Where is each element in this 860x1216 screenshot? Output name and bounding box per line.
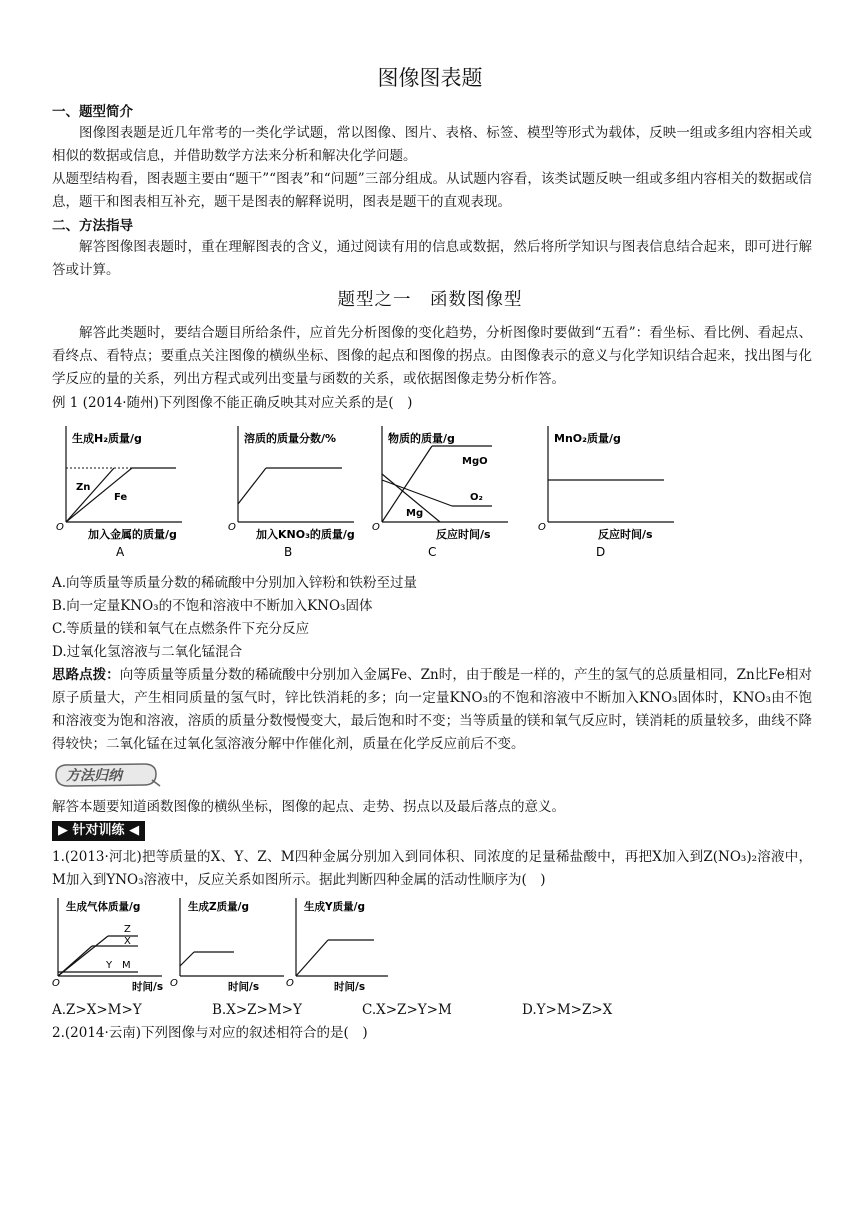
q1-graph-3 [286, 898, 388, 993]
graph-c-curve-mg: Mg [406, 508, 424, 519]
graph-c-origin: O [372, 522, 380, 533]
example1-graphs [52, 418, 692, 564]
graph-b-origin: O [228, 522, 236, 533]
q1-graph-1-curve-y: Y [106, 960, 113, 971]
type-intro-paragraph: 解答此类题时，要结合题目所给条件，应首先分析图像的变化趋势，分析图像时要做到“五看”：看坐标、看比例、看起点、看终点、看特点；要重点关注图像的横纵坐标、图像的起点和图像的拐点。由图像表示的意义与化学知识结合起来，找出图与化学反应的量的关系，列出方程式或列出变量与函数的关系，或依据图像走势分析作答。 [52, 325, 812, 387]
q1-graph-2-xlabel: 时间/s [228, 981, 260, 993]
q1-option-d: D.Y>M>Z>X [522, 1002, 613, 1018]
q1-graph-1 [52, 898, 163, 993]
graph-d-ylabel: MnO₂质量/g [554, 432, 621, 445]
graph-a [56, 426, 182, 559]
q1-graph-2-origin: O [170, 978, 178, 989]
q1-graph-1-curve-m: M [122, 960, 131, 971]
graph-c-ylabel: 物质的质量/g [388, 432, 455, 445]
page-title: 图像图表题 [377, 66, 483, 90]
graph-a-xlabel: 加入金属的质量/g [88, 528, 177, 541]
q1-graph-3-ylabel: 生成Y质量/g [304, 901, 365, 913]
graph-a-origin: O [56, 522, 64, 533]
q1-option-c: C.X>Z>Y>M [362, 1002, 452, 1018]
q1-graph-1-curve-z: Z [124, 924, 131, 935]
q1-graph-3-origin: O [286, 978, 294, 989]
graph-a-curve-fe: Fe [114, 492, 128, 503]
graph-d-xlabel: 反应时间/s [598, 528, 653, 541]
method-badge-text: 方法归纳 [66, 768, 122, 784]
graph-b-xlabel: 加入KNO₃的质量/g [256, 528, 355, 541]
intro-paragraph-2: 从题型结构看，图表题主要由“题干”“图表”和“问题”三部分组成。从试题内容看，该类试题反映一组或多组内容相关的数据或信息，题干和图表相互补充，题干是图表的解释说明，图表是题干的直观表现。 [52, 171, 812, 210]
q1-stem: 1.(2013·河北)把等质量的X、Y、Z、M四种金属分别加入到同体积、同浓度的足量稀盐酸中，再把X加入到Z(NO₃)₂溶液中，M加入到YNO₃溶液中，反应关系如图所示。据此判断四种金属的活动性顺序为( ) [52, 849, 812, 888]
example1-hint [52, 664, 812, 756]
method-badge [52, 760, 164, 794]
section-subtitle: 题型之一 函数图像型 [337, 290, 523, 310]
q1-graph-2 [170, 898, 284, 993]
section-heading-intro: 一、题型简介 [52, 104, 133, 120]
q1-option-b: B.X>Z>M>Y [212, 1002, 302, 1018]
example1-option-c: C.等质量的镁和氧气在点燃条件下充分反应 [52, 621, 310, 637]
graph-a-ylabel: 生成H₂质量/g [72, 432, 142, 445]
training-badge: ▶ 针对训练 ◀ [52, 821, 145, 841]
graph-d-origin: O [538, 522, 546, 533]
example1-option-a: A.向等质量等质量分数的稀硫酸中分别加入锌粉和铁粉至过量 [52, 575, 418, 591]
graph-c-curve-mgo: MgO [462, 456, 488, 467]
q1-graph-1-xlabel: 时间/s [132, 981, 164, 993]
q1-graphs [52, 894, 392, 994]
section-heading-method: 二、方法指导 [52, 218, 133, 234]
method-paragraph: 解答图像图表题时，重在理解图表的含义，通过阅读有用的信息或数据，然后将所学知识与图表信息结合起来，即可进行解答或计算。 [52, 239, 812, 278]
graph-d [538, 426, 674, 559]
example1-option-d: D.过氧化氢溶液与二氧化锰混合 [52, 644, 243, 660]
hint-label: 思路点拨： [52, 667, 120, 683]
example1-option-b: B.向一定量KNO₃的不饱和溶液中不断加入KNO₃固体 [52, 598, 373, 614]
graph-b [228, 426, 355, 559]
q1-graph-1-ylabel: 生成气体质量/g [66, 901, 141, 913]
graph-a-label: A [116, 545, 125, 559]
training-badge-text: 针对训练 [72, 823, 125, 838]
graph-c-label: C [428, 545, 437, 559]
hint-text: 向等质量等质量分数的稀硫酸中分别加入金属Fe、Zn时，由于酸是一样的，产生的氢气的总质量相同，Zn比Fe相对原子质量大，产生相同质量的氢气时，锌比铁消耗的多；向一定量KNO₃的不饱和溶液中不断加入KNO₃固体时，KNO₃由不饱和溶液变为饱和溶液，溶质的质量分数慢慢变大，最后饱和时不变；当等质量的镁和氧气反应时，镁消耗的质量较多，曲线不降得较快；二氧化锰在过氧化氢溶液分解中作催化剂，质量在化学反应前后不变。 [52, 667, 813, 752]
graph-c-xlabel: 反应时间/s [436, 528, 491, 541]
q1-graph-3-xlabel: 时间/s [334, 981, 366, 993]
graph-b-label: B [284, 545, 293, 559]
example1-stem: 例 1 (2014·随州)下列图像不能正确反映其对应关系的是( ) [52, 395, 413, 411]
graph-c-curve-o2: O₂ [470, 492, 483, 503]
graph-c [372, 426, 508, 559]
intro-paragraph-1: 图像图表题是近几年常考的一类化学试题，常以图像、图片、表格、标签、模型等形式为载体，反映一组或多组内容相关或相似的数据或信息，并借助数学方法来分析和解决化学问题。 [52, 125, 812, 164]
q1-graph-1-origin: O [52, 978, 60, 989]
q1-graph-1-curve-x: X [124, 936, 131, 947]
q2-stem: 2.(2014·云南)下列图像与对应的叙述相符合的是( ) [52, 1025, 368, 1041]
q1-option-a: A.Z>X>M>Y [52, 1002, 142, 1018]
q1-graph-2-ylabel: 生成Z质量/g [188, 901, 249, 913]
graph-b-ylabel: 溶质的质量分数/% [244, 432, 337, 445]
graph-a-curve-zn: Zn [76, 482, 91, 493]
graph-d-label: D [596, 545, 606, 559]
method-summary: 解答本题要知道函数图像的横纵坐标，图像的起点、走势、拐点以及最后落点的意义。 [52, 799, 565, 815]
